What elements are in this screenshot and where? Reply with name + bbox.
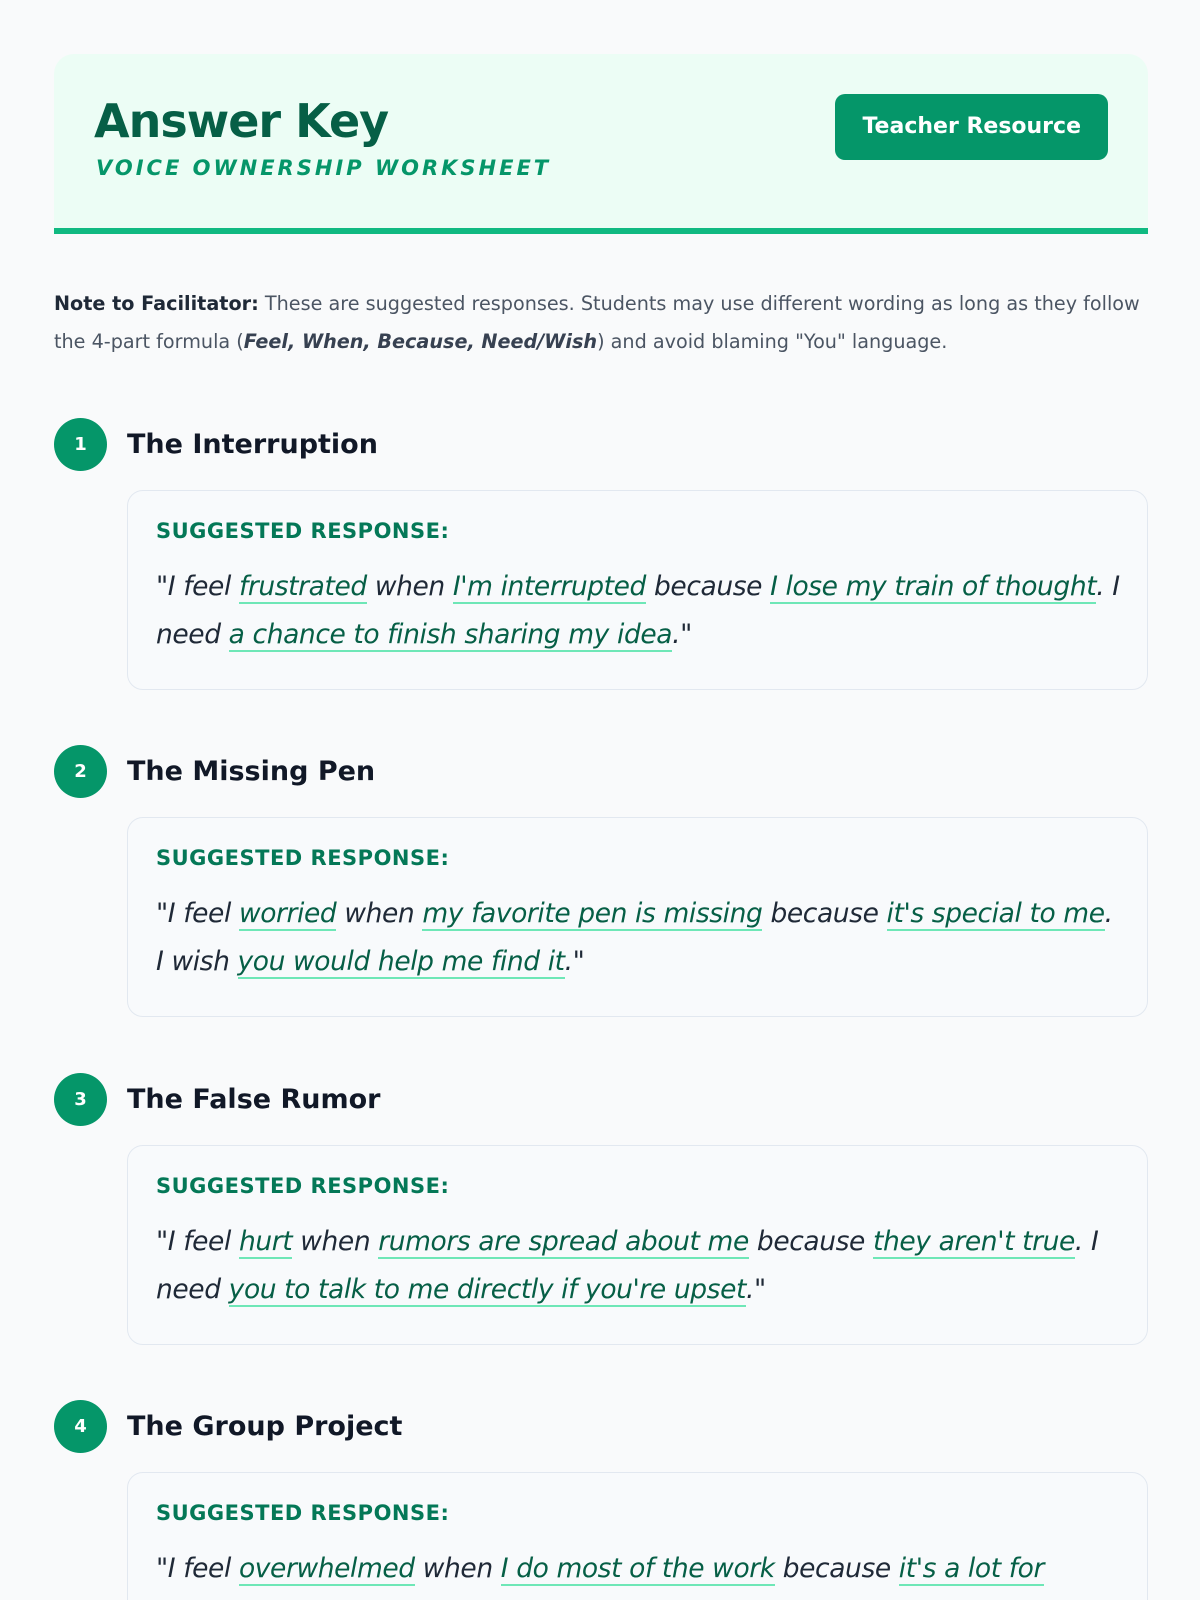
response-text-static: because — [762, 898, 887, 929]
response-text-static: ." — [672, 619, 692, 650]
section-number: 1 — [54, 418, 107, 471]
note-text-before: These are suggested responses. Students may use different wording as long as they follow the 4-part formula ( — [54, 292, 1140, 353]
facilitator-note — [54, 285, 1148, 361]
page-subtitle: VOICE OWNERSHIP WORKSHEET — [96, 156, 552, 180]
response-feeling: frustrated — [238, 571, 367, 602]
response-label: SUGGESTED RESPONSE: — [156, 519, 450, 543]
response-label: SUGGESTED RESPONSE: — [156, 1501, 450, 1525]
response-text — [156, 890, 1124, 986]
response-label: SUGGESTED RESPONSE: — [156, 846, 450, 870]
response-text-static: because — [645, 571, 771, 602]
response-reason: I lose my train of thought — [770, 571, 1097, 602]
response-text-static: ." — [564, 946, 585, 977]
section-title: The Missing Pen — [127, 756, 376, 787]
section-number: 2 — [54, 745, 107, 798]
page-title: Answer Key — [94, 94, 389, 148]
response-situation: rumors are spread about me — [378, 1226, 749, 1257]
response-text-static: because — [748, 1226, 873, 1257]
response-need: you to talk to me directly if you're upset — [228, 1274, 746, 1305]
response-card — [127, 817, 1148, 1017]
note-formula: Feel, When, Because, Need/Wish — [243, 330, 598, 353]
section-title: The False Rumor — [127, 1084, 381, 1115]
response-situation: I do most of the work — [500, 1553, 775, 1584]
section-title: The Group Project — [127, 1411, 403, 1442]
response-situation: I'm interrupted — [452, 571, 646, 602]
response-card — [127, 490, 1148, 690]
response-need: you would help me find it — [237, 946, 565, 977]
response-text-static: because — [774, 1553, 899, 1584]
teacher-resource-button[interactable]: Teacher Resource — [835, 94, 1108, 160]
response-feeling: overwhelmed — [238, 1553, 415, 1584]
note-text-after: ) and avoid blaming "You" language. — [597, 330, 948, 353]
response-reason: it's a lot for — [898, 1553, 1044, 1584]
response-text-static: "I feel — [156, 1226, 239, 1257]
response-feeling: worried — [238, 898, 337, 929]
response-text-static: when — [336, 898, 423, 929]
section-title: The Interruption — [127, 429, 378, 460]
response-reason: they aren't true — [872, 1226, 1075, 1257]
note-label: Note to Facilitator: — [54, 292, 259, 315]
response-text-static: . I need — [156, 571, 1120, 650]
response-text — [156, 1218, 1124, 1314]
response-text-static: "I feel — [156, 898, 239, 929]
response-text-static: when — [366, 571, 453, 602]
response-text-static: ." — [745, 1274, 766, 1305]
response-text-static: when — [414, 1553, 501, 1584]
response-situation: my favorite pen is missing — [422, 898, 763, 929]
section-number: 4 — [54, 1400, 107, 1453]
response-text — [156, 563, 1124, 659]
response-card — [127, 1145, 1148, 1345]
response-text-static: "I feel — [156, 1553, 239, 1584]
section-number: 3 — [54, 1073, 107, 1126]
response-text-static: . I need — [156, 1226, 1099, 1305]
response-text-static: . I wish — [156, 898, 1113, 977]
header — [54, 54, 1148, 234]
response-text-static: "I feel — [156, 571, 239, 602]
response-text-static: when — [292, 1226, 379, 1257]
response-reason: it's special to me — [886, 898, 1105, 929]
response-text — [156, 1545, 1124, 1593]
response-feeling: hurt — [238, 1226, 293, 1257]
response-need: a chance to finish sharing my idea — [228, 619, 673, 650]
response-label: SUGGESTED RESPONSE: — [156, 1174, 450, 1198]
response-card — [127, 1472, 1148, 1600]
